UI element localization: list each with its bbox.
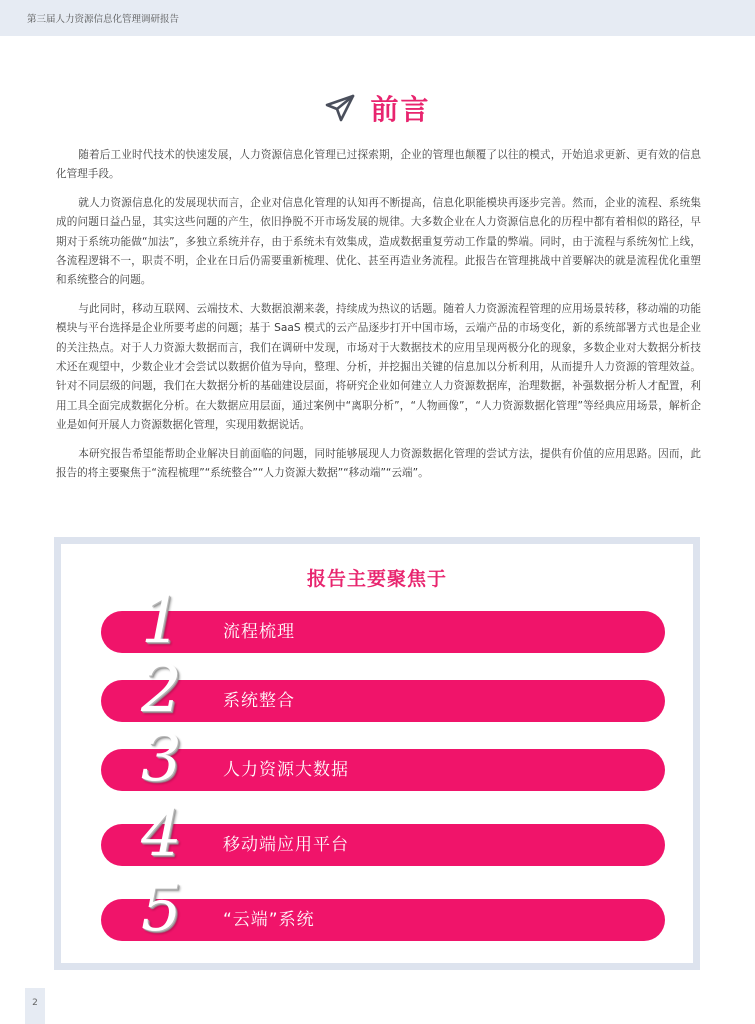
page-number: 2 (32, 998, 38, 1008)
focus-pill (101, 680, 665, 722)
focus-item-label: 人力资源大数据 (223, 760, 349, 780)
focus-pill (101, 749, 665, 791)
focus-item (101, 872, 665, 946)
paragraph: 与此同时，移动互联网、云端技术、大数据浪潮来袭，持续成为热议的话题。随着人力资源流程管理的应用场景转移，移动端的功能模块与平台选择是企业所要考虑的问题；基于 SaaS 模式的云产品逐步打开中国市场，云端产品的市场变化，新的系统部署方式也是企业的关注热点。对于人力资源大数据而言，我们在调研中发现，市场对于大数据技术的应用呈现两极分化的现象，多数企业对大数据分析技术还在观望中，少数企业才会尝试以数据价值为导向，整理、分析，并挖掘出关键的信息加以分析利用，从而提升人力资源的管理效益。针对不同层级的问题，我们在大数据分析的基础建设层面，将研究企业如何建立人力资源数据库，治理数据，补强数据分析人才配置，利用工具全面完成数据化分析。在大数据应用层面，通过案例中“离职分析”，“人物画像”，“人力资源数据化管理”等经典应用场景，解析企业是如何开展人力资源数据化管理，实现用数据说话。 (56, 302, 701, 432)
focus-item (101, 653, 665, 727)
focus-pill (101, 824, 665, 866)
focus-item-number: 4 (141, 797, 182, 871)
focus-item-number: 1 (141, 584, 182, 658)
focus-item (101, 797, 665, 871)
focus-item (101, 584, 665, 658)
paragraph: 就人力资源信息化的发展现状而言，企业对信息化管理的认知再不断提高，信息化职能模块再逐步完善。然而，企业的流程、系统集成的问题日益凸显，其实这些问题的产生，依旧挣脱不开市场发展的规律。大多数企业在人力资源信息化的历程中都有着相似的路径，早期对于系统功能做“加法”，多独立系统并存，由于系统未有效集成，造成数据重复劳动工作量的弊端。同时，由于流程与系统匆忙上线，各流程逻辑不一，职责不明，企业在日后仍需要重新梳理、优化、甚至再造业务流程。此报告在管理挑战中首要解决的就是流程优化重塑和系统整合的问题。 (56, 196, 701, 287)
focus-item-number: 5 (141, 872, 182, 946)
focus-item-label: 流程梳理 (223, 622, 295, 642)
focus-pill (101, 899, 665, 941)
paragraph: 随着后工业时代技术的快速发展，人力资源信息化管理已过探索期，企业的管理也颠覆了以往的模式，开始追求更新、更有效的信息化管理手段。 (56, 149, 701, 181)
focus-list (61, 544, 693, 963)
page-title: 前言 (370, 93, 431, 126)
body-text (56, 146, 701, 493)
focus-item-label: 移动端应用平台 (223, 835, 349, 855)
focus-item (101, 722, 665, 796)
focus-item-number: 3 (141, 722, 182, 796)
page-title-wrap (0, 86, 755, 130)
paragraph: 本研究报告希望能帮助企业解决目前面临的问题，同时能够展现人力资源数据化管理的尝试方法，提供有价值的应用思路。因而，此报告的将主要聚焦于“流程梳理”“系统整合”“人力资源大数据”“移动端”“云端”。 (56, 447, 701, 480)
paper-plane-icon (324, 92, 356, 124)
focus-box (54, 537, 700, 970)
focus-pill (101, 611, 665, 653)
focus-item-label: “云端”系统 (223, 910, 315, 930)
header-title: 第三届人力资源信息化管理调研报告 (27, 14, 180, 25)
focus-title: 报告主要聚焦于 (306, 568, 447, 590)
focus-item-number: 2 (141, 653, 182, 727)
focus-item-label: 系统整合 (223, 691, 295, 711)
header-bar (0, 0, 755, 36)
page-number-box (25, 988, 45, 1024)
